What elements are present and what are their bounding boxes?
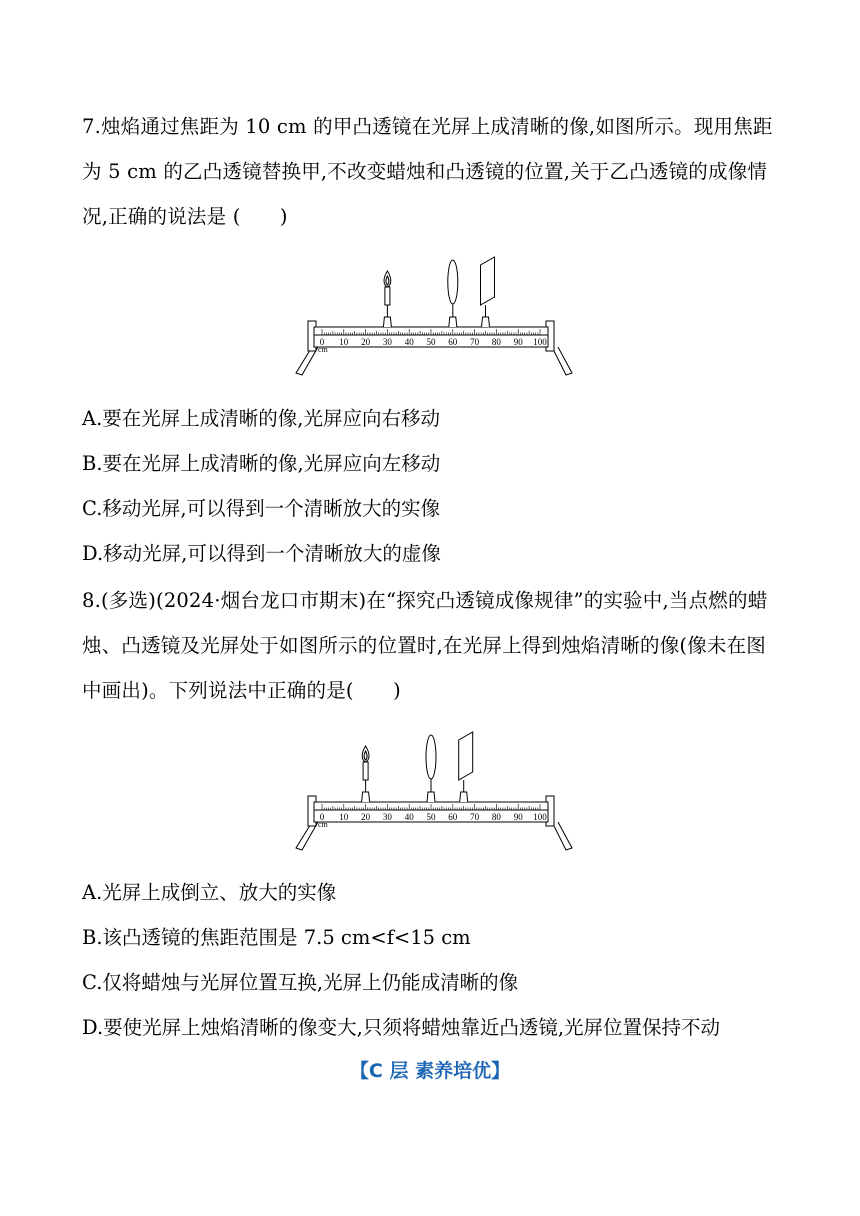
question-8-stem <box>82 578 782 713</box>
unit-label: cm <box>318 345 328 354</box>
q7-stem-line-3: 况,正确的说法是 ( ) <box>82 205 288 228</box>
holder-base <box>427 792 435 802</box>
scale-label: 70 <box>470 337 480 347</box>
q8-option-c: C.仅将蜡烛与光屏位置互换,光屏上仍能成清晰的像 <box>82 971 519 994</box>
scale-label: 50 <box>426 337 436 347</box>
scale-label: 40 <box>404 812 414 822</box>
q7-option-d: D.移动光屏,可以得到一个清晰放大的虚像 <box>82 542 441 565</box>
scale-label: 30 <box>382 812 392 822</box>
q8-stem-line-2: 烛、凸透镜及光屏处于如图所示的位置时,在光屏上得到烛焰清晰的像(像未在图 <box>82 634 767 657</box>
right-leg <box>552 347 572 375</box>
q7-option-b: B.要在光屏上成清晰的像,光屏应向左移动 <box>82 452 441 475</box>
section-title: 【C 层 素养培优】 <box>349 1060 511 1082</box>
right-leg <box>552 822 572 850</box>
question-7-stem <box>82 104 782 239</box>
q8-option-b: B.该凸透镜的焦距范围是 7.5 cm<f<15 cm <box>82 926 471 949</box>
candle-flame-inner <box>364 751 367 760</box>
scale-label: 100 <box>533 812 547 822</box>
q7-optical-bench-figure <box>290 255 580 380</box>
scale-label: 10 <box>339 812 349 822</box>
holder-base <box>362 792 370 802</box>
q8-option-d: D.要使光屏上烛焰清晰的像变大,只须将蜡烛靠近凸透镜,光屏位置保持不动 <box>82 1016 721 1039</box>
scale-label: 0 <box>319 812 325 822</box>
holder-base <box>482 317 490 327</box>
scale-label: 0 <box>319 337 325 347</box>
q8-stem-line-1: 8.(多选)(2024·烟台龙口市期末)在“探究凸透镜成像规律”的实验中,当点燃的蜡 <box>82 589 768 612</box>
scale-label: 40 <box>404 337 414 347</box>
scale-label: 80 <box>491 812 501 822</box>
convex-lens <box>448 260 458 304</box>
scale-label: 20 <box>361 812 371 822</box>
holder-base <box>383 317 391 327</box>
scale-label: 50 <box>426 812 436 822</box>
optical-bench-diagram <box>290 255 580 380</box>
candle-body <box>363 762 368 780</box>
unit-label: cm <box>318 820 328 829</box>
holder-base <box>460 792 468 802</box>
light-screen <box>481 257 495 305</box>
scale-label: 60 <box>448 812 458 822</box>
scale-label: 10 <box>339 337 349 347</box>
scale-label: 90 <box>513 812 523 822</box>
scale-label: 80 <box>491 337 501 347</box>
light-screen <box>459 732 473 780</box>
scale-label: 90 <box>513 337 523 347</box>
scale-label: 60 <box>448 337 458 347</box>
q7-stem-line-1: 7.烛焰通过焦距为 10 cm 的甲凸透镜在光屏上成清晰的像,如图所示。现用焦距 <box>82 115 773 138</box>
scale-label: 30 <box>382 337 392 347</box>
scale-label: 70 <box>470 812 480 822</box>
q7-stem-line-2: 为 5 cm 的乙凸透镜替换甲,不改变蜡烛和凸透镜的位置,关于乙凸透镜的成像情 <box>82 160 768 183</box>
candle-body <box>385 287 390 305</box>
scale-label: 20 <box>361 337 371 347</box>
q7-option-a: A.要在光屏上成清晰的像,光屏应向右移动 <box>82 407 440 430</box>
convex-lens <box>426 735 436 779</box>
holder-base <box>449 317 457 327</box>
bench-group <box>296 257 572 375</box>
q7-option-c: C.移动光屏,可以得到一个清晰放大的实像 <box>82 497 441 520</box>
bench-group <box>296 732 572 850</box>
q8-optical-bench-figure <box>290 730 580 855</box>
optical-bench-diagram <box>290 730 580 855</box>
candle-flame-inner <box>386 276 389 285</box>
q8-option-a: A.光屏上成倒立、放大的实像 <box>82 881 337 904</box>
scale-label: 100 <box>533 337 547 347</box>
q8-stem-line-3: 中画出)。下列说法中正确的是( ) <box>82 679 401 702</box>
